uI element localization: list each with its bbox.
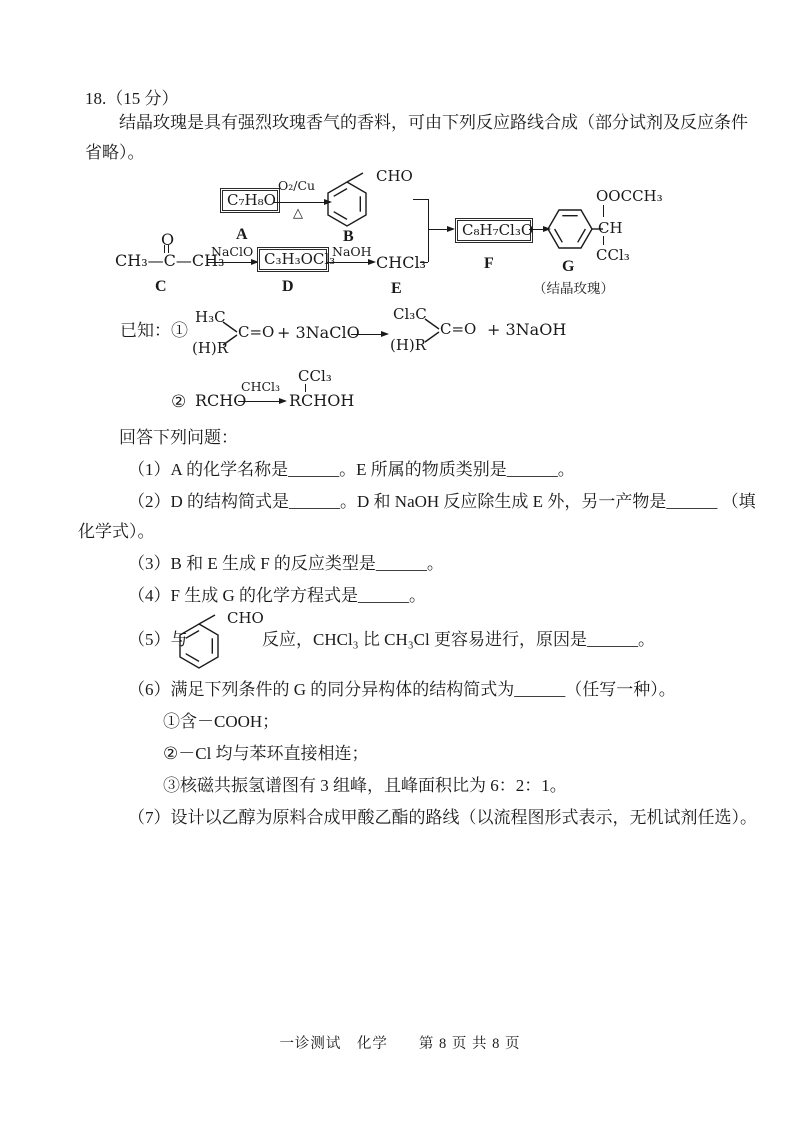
connector-e-line bbox=[420, 262, 428, 263]
acetone-oxygen: O bbox=[161, 230, 175, 249]
question-number: 18.（15 分） bbox=[85, 89, 179, 108]
g-ccl3-group: CCl₃ bbox=[596, 246, 630, 264]
rchoh-formula: RCHOH bbox=[289, 391, 355, 410]
ketone-methyl: H₃C bbox=[195, 308, 226, 326]
ccl3-substituent: CCl₃ bbox=[298, 367, 332, 385]
bond-lines-icon bbox=[222, 321, 238, 347]
question-6-condition-1: ①含－COOH； bbox=[163, 712, 280, 731]
bond-lines-icon bbox=[424, 318, 440, 344]
ketone-r-group: (H)R bbox=[390, 336, 427, 354]
arrow-d-to-e bbox=[326, 262, 374, 263]
g-ester-group: OOCCH₃ bbox=[596, 187, 663, 205]
questions-heading: 回答下列问题： bbox=[119, 428, 238, 447]
reaction-arrow-2 bbox=[238, 401, 285, 402]
intro-text-line1: 结晶玫瑰是具有强烈玫瑰香气的香料，可由下列反应路线合成（部分试剂及反应条件 bbox=[119, 113, 748, 132]
g-bond-top-icon bbox=[603, 205, 604, 217]
g-caption: （结晶玫瑰） bbox=[533, 281, 614, 296]
label-c: C bbox=[155, 278, 167, 295]
rcho-formula: RCHO bbox=[195, 391, 247, 410]
page-footer: 一诊测试 化学 第 8 页 共 8 页 bbox=[279, 1036, 521, 1052]
acetone-left: CH₃— bbox=[115, 251, 164, 270]
question-5-prefix: （5）与 bbox=[128, 630, 188, 649]
known-lead: 已知：① bbox=[120, 321, 188, 340]
cho-group-q5: CHO bbox=[227, 609, 264, 627]
condition-naclo: NaClO bbox=[211, 244, 254, 259]
known-number-2: ② bbox=[171, 392, 187, 411]
question-7: （7）设计以乙醇为原料合成甲酸乙酯的路线（以流程图形式表示，无机试剂任选）。 bbox=[128, 808, 757, 827]
g-bond-bottom-icon bbox=[603, 236, 604, 245]
ketone-r-group: (H)R bbox=[192, 339, 229, 357]
question-3: （3）B 和 E 生成 F 的反应类型是______。 bbox=[128, 554, 444, 573]
condition-o2cu: O₂/Cu bbox=[278, 178, 316, 193]
intro-text-line2: 省略）。 bbox=[85, 143, 145, 162]
question-1: （1）A 的化学名称是______。E 所属的物质类别是______。 bbox=[128, 460, 575, 479]
question-2-line2: 化学式）。 bbox=[78, 522, 155, 541]
arrow-a-to-b bbox=[274, 202, 330, 203]
arrow-label-chcl3: CHCl₃ bbox=[241, 379, 281, 394]
condition-naoh: NaOH bbox=[332, 244, 372, 259]
ketone-co: C=O bbox=[440, 320, 477, 338]
ketone-fragment-right bbox=[390, 305, 483, 357]
question-4: （4）F 生成 G 的化学方程式是______。 bbox=[128, 586, 426, 605]
product-naoh: + 3NaOH bbox=[487, 320, 567, 339]
reaction-scheme bbox=[85, 165, 745, 305]
question-6: （6）满足下列条件的 G 的同分异构体的结构简式为______（任写一种）。 bbox=[128, 680, 676, 699]
connector-b-line bbox=[413, 199, 428, 200]
label-g: G bbox=[562, 258, 575, 275]
formula-box-d: C₃H₃OCl₃ bbox=[257, 247, 329, 272]
cho-group-b: CHO bbox=[376, 167, 413, 185]
arrow-c-to-d bbox=[207, 262, 257, 263]
double-bond-icon bbox=[164, 245, 169, 253]
ketone-ccl3: Cl₃C bbox=[393, 305, 427, 323]
question-6-condition-3: ③核磁共振氢谱图有 3 组峰，且峰面积比为 6：2：1。 bbox=[163, 776, 567, 795]
benzene-ring-q5 bbox=[177, 612, 229, 672]
question-5-suffix: 反应，CHCl₃ 比 CH₃Cl 更容易进行，原因是______。 bbox=[262, 630, 655, 649]
arrow-to-f bbox=[428, 229, 453, 230]
ketone-co: C=O bbox=[238, 323, 275, 341]
acetone-carbon: C bbox=[163, 251, 176, 270]
question-2-line1: （2）D 的结构简式是______。D 和 NaOH 反应除生成 E 外，另一产物是______ （填 bbox=[128, 492, 756, 511]
formula-box-f: C₈H₇Cl₃O bbox=[455, 218, 533, 243]
label-f: F bbox=[484, 255, 494, 272]
reaction-arrow-1 bbox=[351, 334, 387, 335]
known-reaction-1 bbox=[85, 303, 645, 363]
ketone-fragment-left bbox=[192, 308, 285, 360]
label-e: E bbox=[391, 280, 402, 297]
formula-e: CHCl₃ bbox=[376, 253, 426, 272]
connector-vertical-line bbox=[428, 199, 429, 262]
acetone-structure bbox=[115, 230, 225, 270]
benzene-ring-b bbox=[325, 170, 377, 230]
label-d: D bbox=[282, 278, 294, 295]
question-6-condition-2: ②－Cl 均与苯环直接相连； bbox=[163, 744, 369, 763]
g-ch-group: CH bbox=[598, 219, 623, 237]
label-b: B bbox=[343, 228, 354, 245]
reagent-naclo: + 3NaClO bbox=[277, 323, 360, 342]
known-reaction-2 bbox=[85, 366, 485, 414]
condition-delta-icon: △ bbox=[293, 205, 303, 220]
formula-box-a: C₇H₈O bbox=[220, 188, 280, 213]
acetone-right: —CH₃ bbox=[175, 251, 225, 270]
label-a: A bbox=[236, 226, 248, 243]
